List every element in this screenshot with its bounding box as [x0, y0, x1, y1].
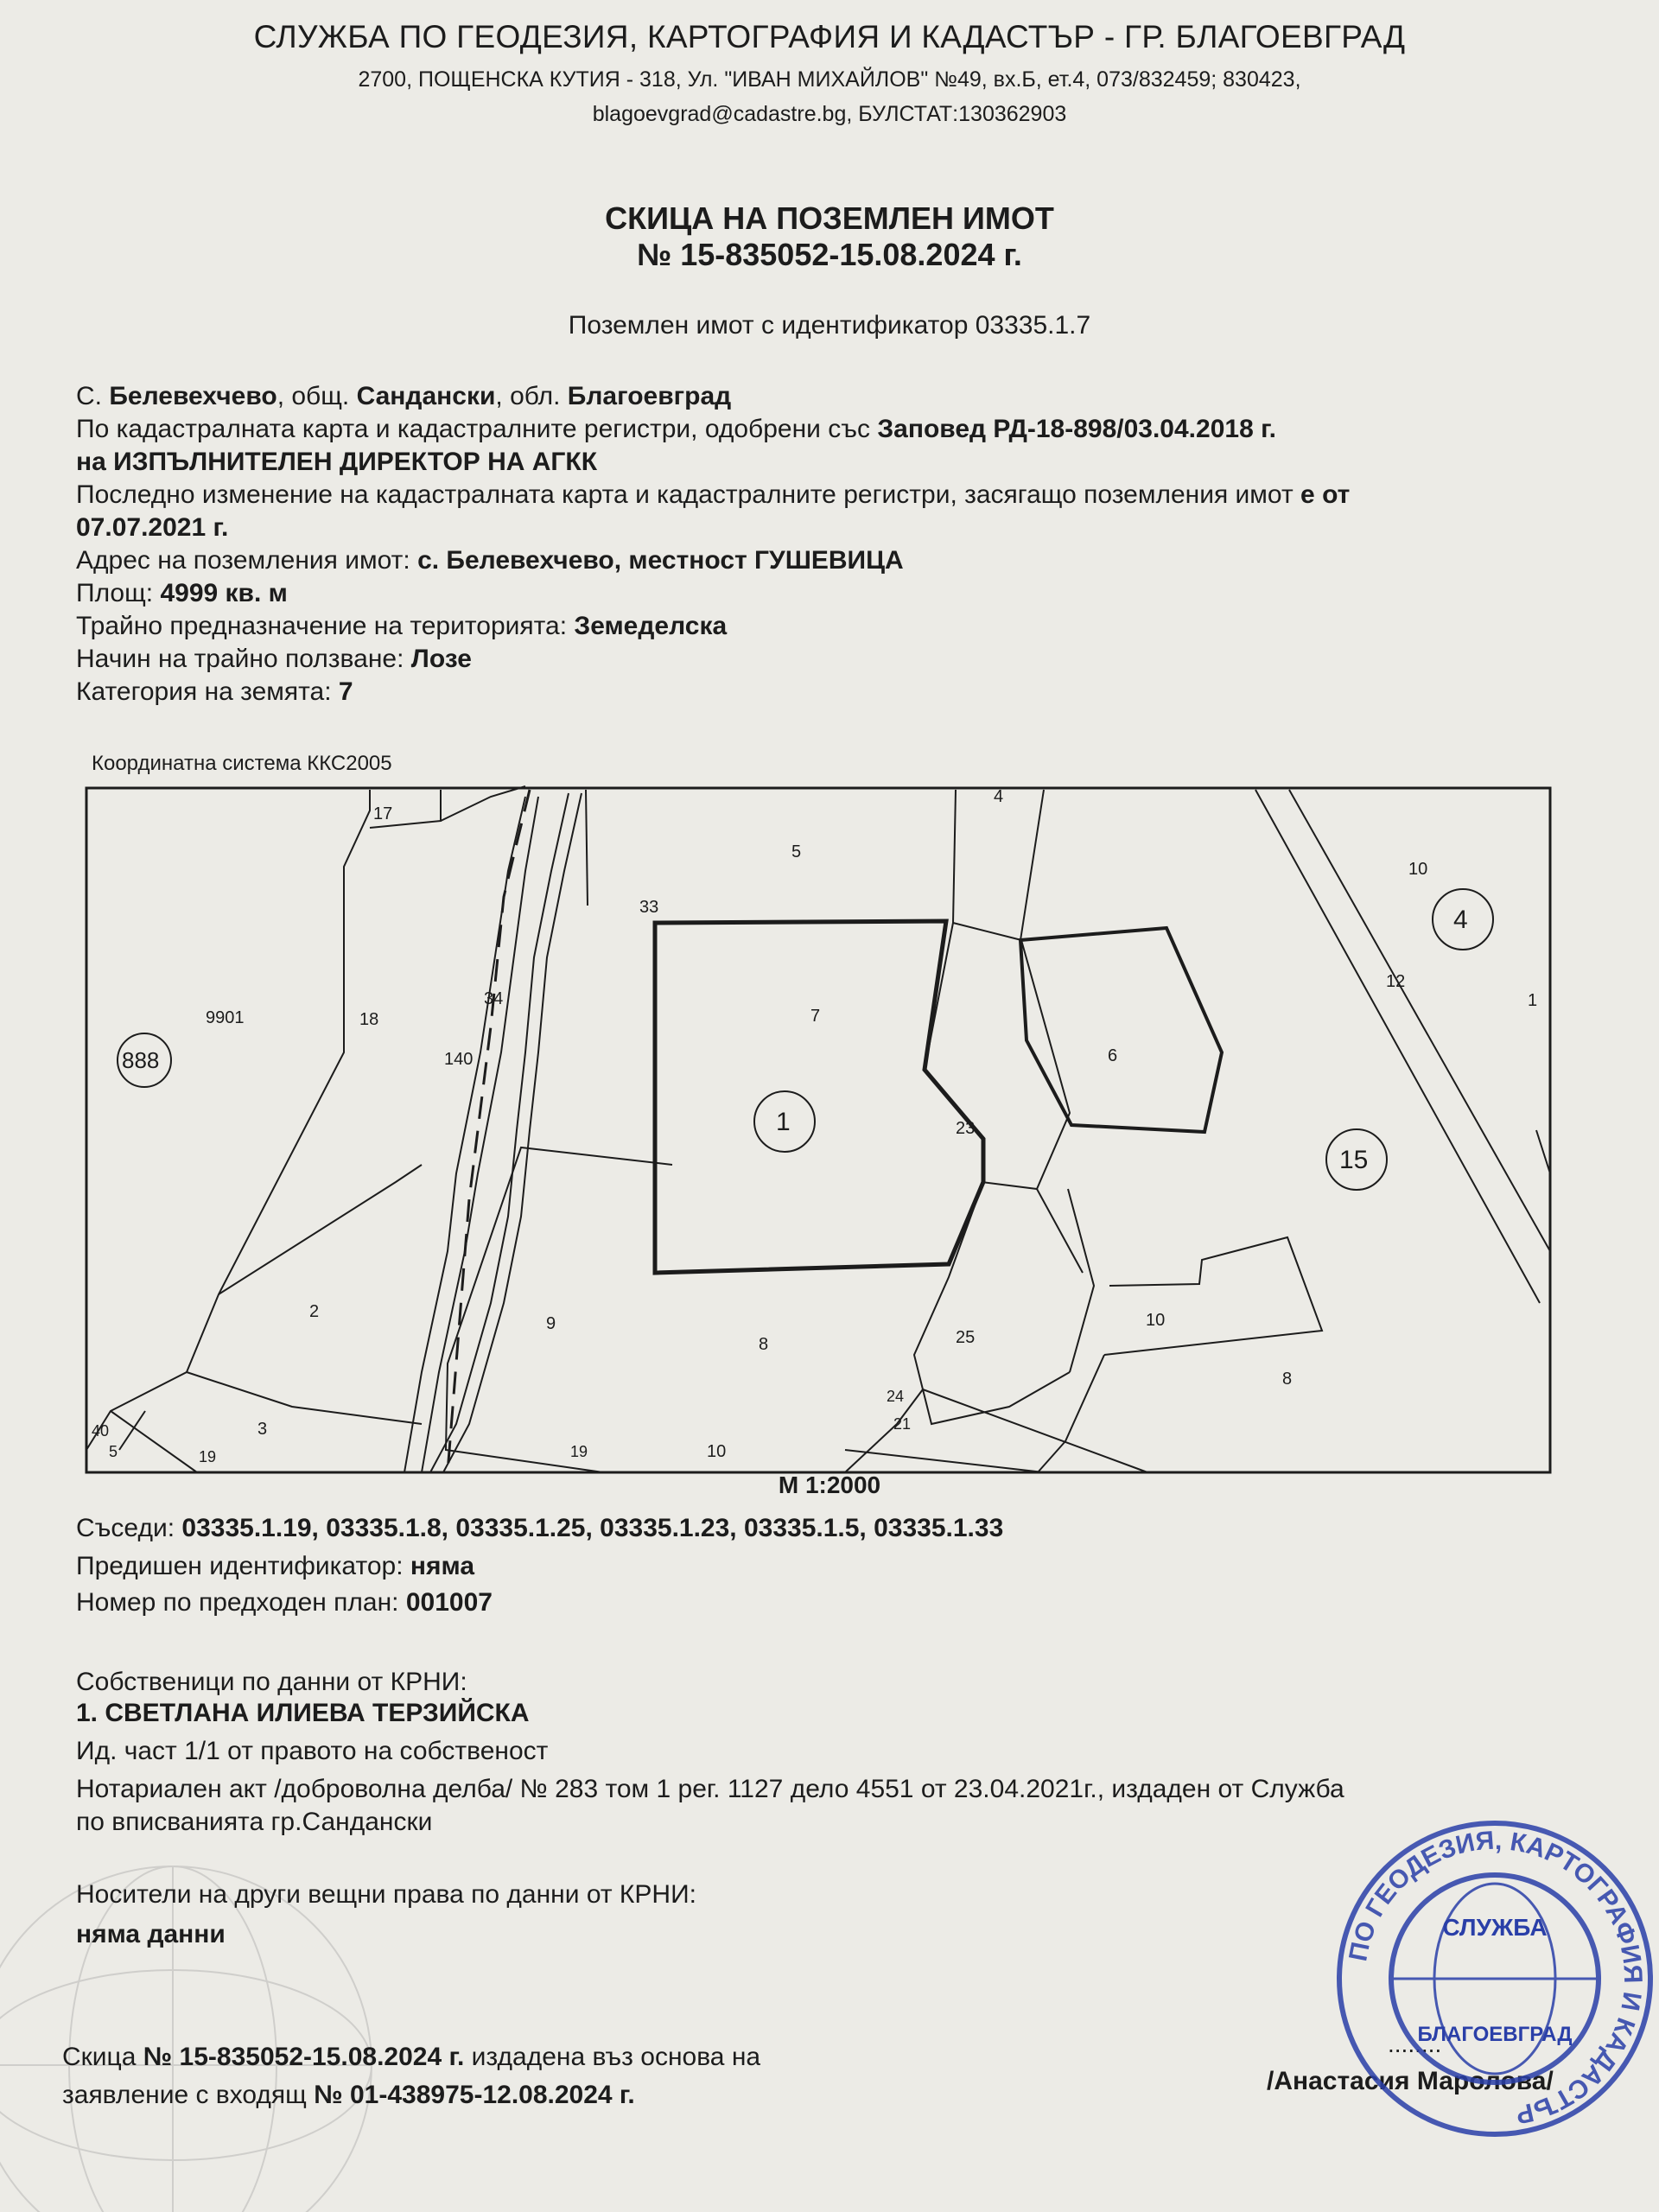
region-prefix: , обл. [495, 382, 561, 410]
map-label: 1 [1528, 991, 1538, 1010]
map-label: 3 [257, 1420, 268, 1439]
usage-label: Начин на трайно ползване: [76, 645, 404, 673]
coordinate-system: Координатна система ККС2005 [92, 752, 392, 775]
owner-name: 1. СВЕТЛАНА ИЛИЕВА ТЕРЗИЙСКА [76, 1699, 530, 1727]
last-change-date: 07.07.2021 г. [76, 513, 229, 542]
last-change-line [76, 480, 1350, 510]
organization-contacts: blagoevgrad@cadastre.bg, БУЛСТАТ:130362903 [592, 102, 1067, 126]
issued-suffix: издадена въз основа на [471, 2043, 761, 2071]
neighbors-value: 03335.1.19, 03335.1.8, 03335.1.25, 03335.1.23, 03335.1.5, 03335.1.33 [181, 1514, 1004, 1542]
category-line [76, 677, 353, 707]
neighbors-line [76, 1514, 1003, 1543]
identifier-label: Поземлен имот с идентификатор [568, 311, 969, 340]
map-label: 24 [887, 1388, 905, 1405]
address-value: с. Белевехчево, местност ГУШЕВИЦА [417, 546, 904, 575]
purpose-value: Земеделска [574, 612, 728, 640]
municipality-prefix: , общ. [276, 382, 350, 410]
map-label: 34 [484, 989, 504, 1008]
stamp-center-top: СЛУЖБА [1442, 1914, 1548, 1941]
previous-id-line [76, 1552, 474, 1581]
document-title: СКИЦА НА ПОЗЕМЛЕН ИМОТ [605, 200, 1054, 236]
ownership-share: Ид. част 1/1 от правото на собственост [76, 1737, 549, 1765]
last-change-e-ot: е от [1300, 480, 1351, 509]
map-label: 7 [810, 1007, 821, 1026]
map-label: 5 [791, 842, 802, 861]
map-label: 5 [109, 1443, 118, 1460]
region: Благоевград [567, 382, 732, 410]
location-line [76, 382, 731, 411]
organization-title: СЛУЖБА ПО ГЕОДЕЗИЯ, КАРТОГРАФИЯ И КАДАСТЪР - ГР. БЛАГОЕВГРАД [253, 19, 1406, 54]
map-label: 12 [1386, 972, 1406, 991]
cadastral-text: По кадастралната карта и кадастралните регистри, одобрени със [76, 415, 870, 443]
municipality: Сандански [356, 382, 496, 410]
purpose-label: Трайно предназначение на територията: [76, 612, 568, 640]
official-stamp [1331, 1815, 1659, 2143]
map-label: 19 [199, 1448, 217, 1465]
issued-line [62, 2043, 760, 2072]
map-label: 4 [1453, 906, 1468, 934]
signature-name: /Анастасия Маролова/ [1267, 2067, 1554, 2095]
identifier-line [0, 311, 1659, 340]
other-rights-label: Носители на други вещни права по данни от КРНИ: [76, 1880, 696, 1909]
previous-plan-label: Номер по предходен план: [76, 1588, 399, 1617]
address-label: Адрес на поземления имот: [76, 546, 410, 575]
map-label: 6 [1108, 1046, 1118, 1065]
globe-watermark [0, 1806, 467, 2212]
request-number: № 01-438975-12.08.2024 г. [314, 2081, 635, 2109]
cadastral-order-line [76, 415, 1276, 444]
last-change-text: Последно изменение на кадастралната карта и кадастралните регистри, засягащо поземления имот [76, 480, 1294, 509]
map-label: 33 [639, 898, 659, 917]
map-label: 140 [444, 1050, 474, 1069]
map-label: 19 [570, 1443, 588, 1460]
map-label: 8 [759, 1335, 769, 1354]
map-scale: М 1:2000 [778, 1471, 881, 1498]
map-label: 10 [1146, 1311, 1166, 1330]
stamp-center-bottom: БЛАГОЕВГРАД [1417, 2023, 1573, 2046]
parcel-6-outline [1020, 928, 1222, 1132]
category-label: Категория на земята: [76, 677, 332, 706]
map-label: 23 [956, 1119, 976, 1138]
identifier-value: 03335.1.7 [975, 311, 1091, 340]
signature-dots: ........ [1388, 2031, 1442, 2057]
location-prefix: С. [76, 382, 102, 410]
area-value: 4999 кв. м [160, 579, 288, 607]
request-prefix: заявление с входящ [62, 2081, 307, 2109]
property-address-line [76, 546, 904, 575]
usage-line [76, 645, 472, 674]
map-label: 9 [546, 1314, 556, 1333]
map-label: 10 [1408, 860, 1428, 879]
notarial-deed: Нотариален акт /доброволна делба/ № 283 том 1 рег. 1127 дело 4551 от 23.04.2021г., издаден от Служба [76, 1775, 1344, 1803]
map-label: 1 [776, 1108, 791, 1136]
map-label: 10 [707, 1442, 727, 1461]
map-label: 888 [122, 1047, 160, 1073]
previous-plan-value: 001007 [405, 1588, 493, 1617]
map-frame [86, 788, 1550, 1472]
map-label: 15 [1339, 1146, 1369, 1174]
village: Белевехчево [109, 382, 277, 410]
usage-value: Лозе [410, 645, 472, 673]
area-line [76, 579, 288, 608]
order-authority: на ИЗПЪЛНИТЕЛЕН ДИРЕКТОР НА АГКК [76, 448, 598, 476]
main-parcel-outline [655, 921, 983, 1273]
area-label: Площ: [76, 579, 154, 607]
map-label: 40 [92, 1422, 110, 1440]
map-label: 2 [309, 1302, 320, 1321]
notarial-deed-office: по вписванията гр.Сандански [76, 1808, 433, 1836]
owners-label: Собственици по данни от КРНИ: [76, 1668, 467, 1696]
map-label: 25 [956, 1328, 976, 1347]
map-label: 17 [373, 804, 393, 823]
issued-number: № 15-835052-15.08.2024 г. [143, 2043, 465, 2071]
map-label: 18 [359, 1010, 379, 1029]
stamp-ring-text: ПО ГЕОДЕЗИЯ, КАРТОГРАФИЯ И КАДАСТЪР [1344, 1826, 1648, 2129]
document-number: № 15-835052-15.08.2024 г. [637, 237, 1022, 272]
request-line [62, 2081, 635, 2110]
order-number: Заповед РД-18-898/03.04.2018 г. [877, 415, 1276, 443]
previous-id-value: няма [410, 1552, 475, 1580]
other-rights-value: няма данни [76, 1920, 226, 1948]
parcel-boundaries [86, 786, 1550, 1472]
category-value: 7 [338, 677, 353, 706]
previous-plan-line [76, 1588, 493, 1618]
map-label: 4 [994, 787, 1004, 806]
map-label: 9901 [206, 1008, 245, 1027]
issued-prefix: Скица [62, 2043, 137, 2071]
map-label: 8 [1282, 1370, 1293, 1389]
previous-id-label: Предишен идентификатор: [76, 1552, 404, 1580]
cadastral-map [85, 767, 1552, 1476]
purpose-line [76, 612, 727, 641]
map-label: 21 [893, 1415, 912, 1433]
neighbors-label: Съседи: [76, 1514, 175, 1542]
organization-address: 2700, ПОЩЕНСКА КУТИЯ - 318, Ул. "ИВАН МИХАЙЛОВ" №49, вх.Б, ет.4, 073/832459; 830423, [358, 67, 1301, 92]
